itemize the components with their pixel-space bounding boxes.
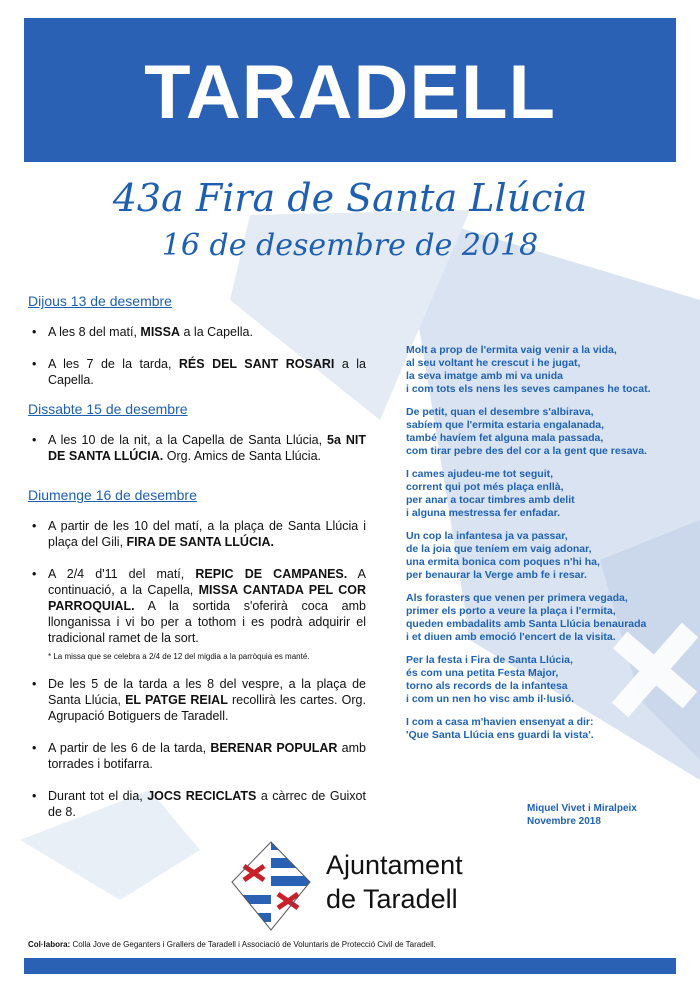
poem-author: Miquel Vivet i Miralpeix [527,803,637,814]
bullet-icon: • [32,677,37,691]
bottom-bar [24,958,676,974]
event-item: • A les 10 de la nit, a la Capella de Santa Llúcia, 5a NIT DE SANTA LLÚCIA. Org. Amics de Santa Llúcia. [32,433,366,463]
event-item: • A les 8 del matí, MISSA a la Capella. [32,325,253,339]
bullet-icon: • [32,789,37,803]
poem-signature [527,802,637,828]
bullet-icon: • [32,741,37,755]
event-item: • Durant tot el dia, JOCS RECICLATS a càrrec de Guixot de 8. [32,789,366,819]
bullet-icon: • [32,433,37,447]
collaborators-line [28,940,436,950]
event-item: • A partir de les 10 del matí, a la plaça de Santa Llúcia i plaça del Gili, FIRA DE SANTA LLÚCIA. [32,519,366,549]
event-item: • A partir de les 6 de la tarda, BERENAR POPULAR amb torrades i botifarra. [32,741,367,771]
mass-note: * La missa que se celebra a 2/4 de 12 del migdia a la parròquia es manté. [48,652,310,661]
bullet-icon: • [32,567,37,581]
day-heading-sunday: Diumenge 16 de desembre [28,487,197,503]
collab-text: Colla Jove de Geganters i Grallers de Taradell i Associació de Voluntaris de Protecció Civil de Taradell. [70,940,436,949]
poem-stanza: De petit, quan el desembre s'albirava, sabíem que l'ermita estaria engalanada, també havíem fet alguna mala passada, com tirar pebre des del cor a la gent que resava. [406,406,648,457]
title-banner [24,18,676,162]
coat-of-arms-logo [230,838,312,934]
event-item: • A les 7 de la tarda, RÉS DEL SANT ROSARI a la Capella. [32,357,366,387]
poem-column [406,344,696,752]
bullet-icon: • [32,519,37,533]
poem-stanza: Molt a prop de l'ermita vaig venir a la vida, al seu voltant he crescut i he jugat, la seva imatge amb mi va unida i com tots els nens les seves campanes he tocat. [406,344,651,395]
schedule-column [28,292,366,836]
poem-stanza: Un cop la infantesa ja va passar, de la joia que teníem em vaig adonar, una ermita bonica com poques n'hi ha, per benaurar la Verge amb fe i resar. [406,530,600,581]
poem-date: Novembre 2018 [527,816,601,827]
fair-date: 16 de desembre de 2018 [161,228,539,263]
poem-stanza: I cames ajudeu-me tot seguit, corrent qui pot més plaça enllà, per anar a tocar timbres amb delit i alguna mestressa fer enfadar. [406,468,575,519]
org-name-line1: Ajuntament [326,850,463,880]
poem-stanza: Per la festa i Fira de Santa Llúcia, és com una petita Festa Major, torno als records de la infantesa i com un nen ho visc amb il·lusió. [406,654,575,705]
org-name-line2: de Taradell [326,884,458,914]
day-heading-thursday: Dijous 13 de desembre [28,293,172,309]
bullet-icon: • [32,325,37,339]
fair-title: 43a Fira de Santa Llúcia [112,176,588,220]
event-item: • De les 5 de la tarda a les 8 del vespre, a la plaça de Santa Llúcia, EL PATGE REIAL recollirà les cartes. Org. Agrupació Botiguers de Taradell. [32,677,366,723]
collab-label: Col·labora: [28,940,71,949]
poem-stanza: Als forasters que venen per primera vegada, primer els porto a veure la plaça i l'ermita, queden embadalits amb Santa Llúcia benaurada i et diuen amb emoció l'encert de la visita. [406,592,647,643]
banner-title: TARADELL [144,50,556,135]
day-heading-saturday: Dissabte 15 de desembre [28,401,188,417]
poem-stanza: I com a casa m'havien ensenyat a dir: 'Que Santa Llúcia ens guardi la vista'. [406,716,594,741]
bullet-icon: • [32,357,37,371]
event-item: • A 2/4 d'11 del matí, REPIC DE CAMPANES. A continuació, a la Capella, MISSA CANTADA PEL COR PARROQUIAL. A la sortida s'oferirà coca amb llonganissa i vi bo per a tothom i es podrà adquirir el tradicional ramet de la sort. [32,567,367,645]
